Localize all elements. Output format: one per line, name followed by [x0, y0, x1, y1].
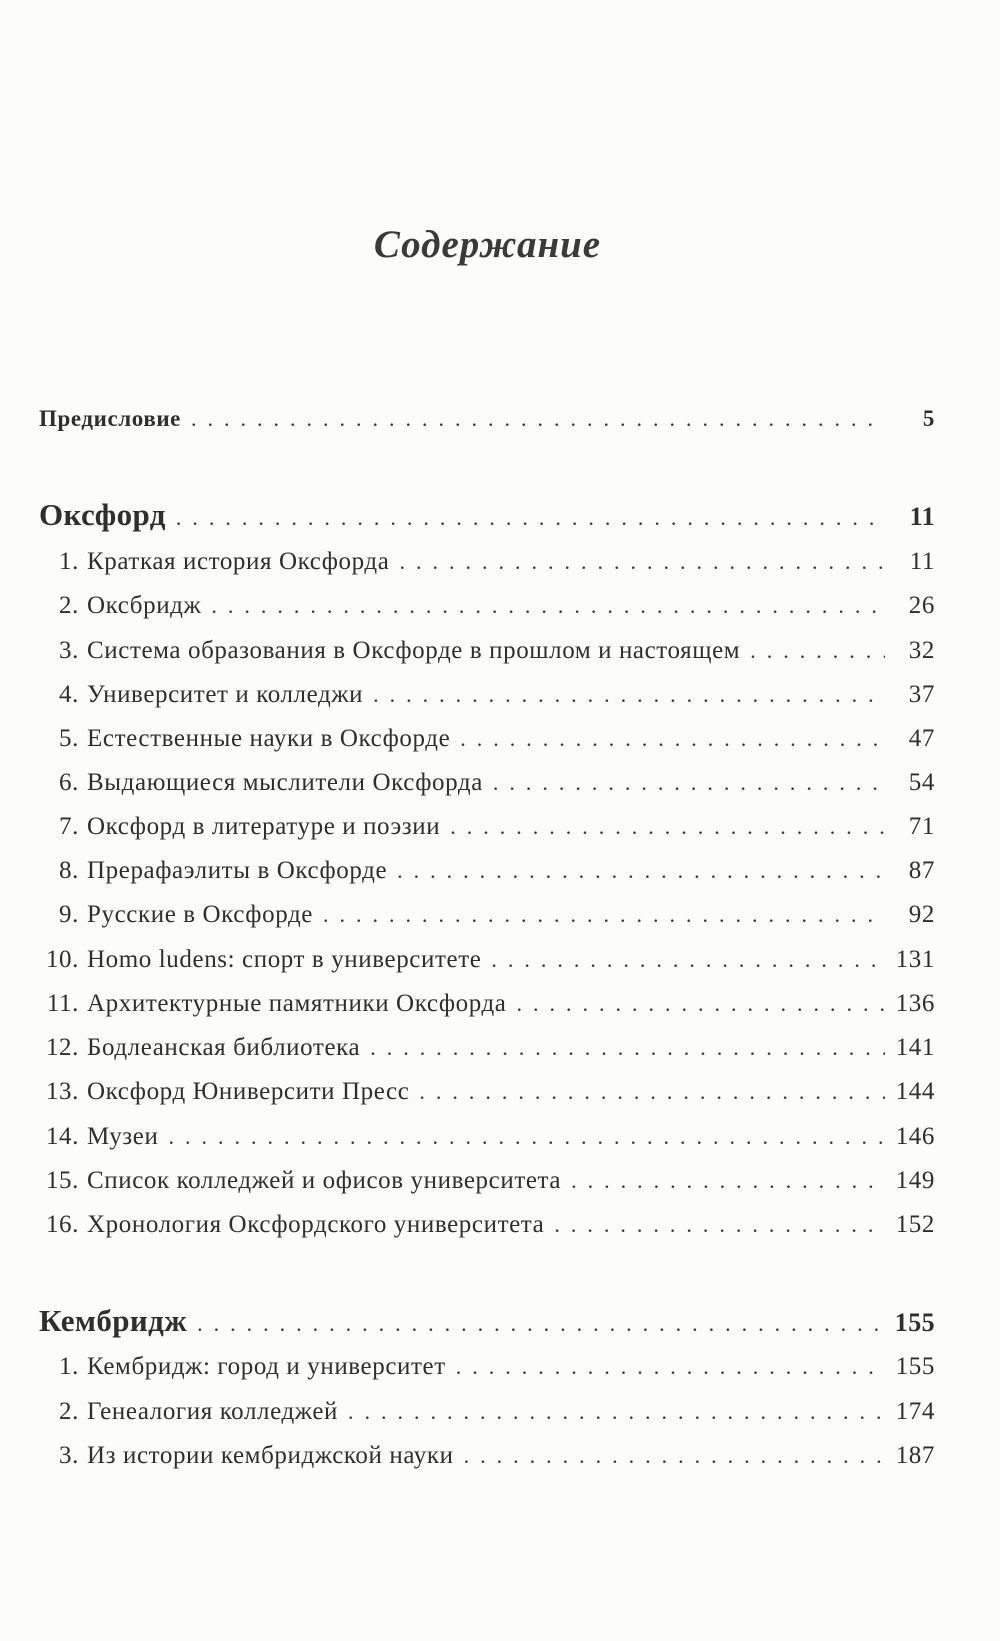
toc-section-cambridge — [39, 1304, 935, 1338]
toc-entry-number: 1. — [59, 548, 79, 575]
toc-entry-page: 149 — [895, 1167, 935, 1194]
toc-entry-label: Оксфорд в литературе и поэзии — [87, 813, 441, 840]
toc-entry-label: Естественные науки в Оксфорде — [87, 725, 451, 752]
leader-dots — [456, 1350, 885, 1384]
leader-dots — [399, 545, 885, 579]
toc-entry-label: Предисловие — [39, 406, 181, 431]
toc-entry-page: 11 — [909, 548, 935, 575]
leader-dots — [460, 722, 885, 756]
toc-entry-label: Бодлеанская библиотека — [87, 1034, 361, 1061]
toc-entry-label: Homo ludens: спорт в университете — [87, 946, 482, 973]
toc-entry-number: 13. — [45, 1078, 79, 1105]
toc-entry-number: 7. — [59, 813, 79, 840]
toc-entry-label: Архитектурные памятники Оксфорда — [87, 990, 507, 1017]
toc-entry — [39, 1350, 935, 1384]
toc-entry-page: 54 — [908, 769, 935, 796]
toc-entry-page: 32 — [908, 637, 935, 664]
leader-dots — [168, 1120, 885, 1154]
toc-entry — [39, 1395, 935, 1429]
toc-entry — [39, 943, 935, 977]
toc-entry-label: Выдающиеся мыслители Оксфорда — [87, 769, 483, 796]
toc-entry-label: Хронология Оксфордского университета — [87, 1211, 545, 1238]
toc-entry-label: Из истории кембриджской науки — [87, 1442, 454, 1469]
toc-entry-number: 15. — [45, 1167, 79, 1194]
toc-entry — [39, 1164, 935, 1198]
toc-entry-page: 146 — [895, 1123, 935, 1150]
toc-entry — [39, 678, 935, 712]
leader-dots — [493, 766, 885, 800]
leader-dots — [397, 854, 885, 888]
leader-dots — [450, 810, 885, 844]
toc-section-oxford — [39, 498, 935, 532]
toc-entry — [39, 987, 935, 1021]
leader-dots — [419, 1075, 885, 1109]
toc-entry-number: 3. — [59, 1442, 79, 1469]
toc-entry-page: 144 — [895, 1078, 935, 1105]
toc-entry-number: 8. — [59, 857, 79, 884]
toc-entry — [39, 634, 935, 668]
toc-entry-number: 6. — [59, 769, 79, 796]
toc-entry-label: Прерафаэлиты в Оксфорде — [87, 857, 388, 884]
toc-entry-number: 16. — [45, 1211, 79, 1238]
toc-entry-label: Русские в Оксфорде — [87, 901, 313, 928]
toc-entry-page: 155 — [895, 1353, 935, 1380]
toc-entry-page: 26 — [908, 592, 935, 619]
toc-entry — [39, 1075, 935, 1109]
toc-section-label: Кембридж — [39, 1303, 188, 1338]
toc-entry-number: 3. — [59, 637, 79, 664]
toc-entry-label: Оксбридж — [87, 592, 202, 619]
toc-section-label: Оксфорд — [39, 497, 166, 532]
toc-entry-page: 5 — [922, 406, 935, 431]
toc-entry-number: 14. — [45, 1123, 79, 1150]
leader-dots — [373, 678, 885, 712]
toc-entry-page: 47 — [908, 725, 935, 752]
toc-entry — [39, 722, 935, 756]
toc-entry-page: 174 — [895, 1398, 935, 1425]
leader-dots — [211, 589, 885, 623]
toc-entry-label: Система образования в Оксфорде в прошлом и настоящем — [87, 637, 741, 664]
leader-dots — [191, 402, 885, 436]
toc-entry-preface — [39, 402, 935, 436]
leader-dots — [197, 1307, 885, 1341]
toc-entry-page: 141 — [895, 1034, 935, 1061]
toc-entry — [39, 545, 935, 579]
toc-entry-number: 1. — [59, 1353, 79, 1380]
toc-entry-label: Университет и колледжи — [87, 681, 364, 708]
toc-entry — [39, 1208, 935, 1242]
toc-entry-page: 92 — [908, 901, 935, 928]
leader-dots — [491, 943, 885, 977]
toc-entry — [39, 1120, 935, 1154]
toc-entry-number: 2. — [59, 1398, 79, 1425]
toc-entry-label: Генеалогия колледжей — [87, 1398, 339, 1425]
toc-entry-label: Кембридж: город и университет — [87, 1353, 446, 1380]
toc-entry-page: 152 — [895, 1211, 935, 1238]
toc-entry-page: 37 — [908, 681, 935, 708]
toc-entry-page: 131 — [895, 946, 935, 973]
toc-entry-page: 136 — [895, 990, 935, 1017]
toc-entry-page: 87 — [908, 857, 935, 884]
leader-dots — [571, 1164, 885, 1198]
page-title: Содержание — [373, 223, 602, 266]
toc-entry-label: Краткая история Оксфорда — [87, 548, 390, 575]
toc-entry-label: Оксфорд Юниверсити Пресс — [87, 1078, 410, 1105]
toc-entry-number: 11. — [46, 990, 79, 1017]
toc-entry-number: 9. — [59, 901, 79, 928]
toc-entry-page: 71 — [908, 813, 935, 840]
toc-entry-label: Музеи — [87, 1123, 159, 1150]
leader-dots — [348, 1395, 885, 1429]
toc-entry — [39, 766, 935, 800]
leader-dots — [323, 898, 885, 932]
toc-entry — [39, 810, 935, 844]
toc-entry-number: 5. — [59, 725, 79, 752]
toc-entry — [39, 589, 935, 623]
toc-section-page: 155 — [894, 1308, 935, 1337]
toc-entry-number: 10. — [45, 946, 79, 973]
leader-dots — [554, 1208, 885, 1242]
toc-entry-number: 2. — [59, 592, 79, 619]
toc-entry — [39, 1031, 935, 1065]
toc-entry — [39, 898, 935, 932]
leader-dots — [464, 1439, 885, 1473]
toc-entry-page: 187 — [895, 1442, 935, 1469]
toc-entry-number: 4. — [59, 681, 79, 708]
toc-entry — [39, 1439, 935, 1473]
leader-dots — [750, 634, 885, 668]
toc-entry — [39, 854, 935, 888]
leader-dots — [176, 501, 885, 535]
toc-entry-number: 12. — [45, 1034, 79, 1061]
leader-dots — [517, 987, 885, 1021]
toc-entry-label: Список колледжей и офисов университета — [87, 1167, 562, 1194]
toc-section-page: 11 — [909, 502, 935, 531]
leader-dots — [370, 1031, 885, 1065]
